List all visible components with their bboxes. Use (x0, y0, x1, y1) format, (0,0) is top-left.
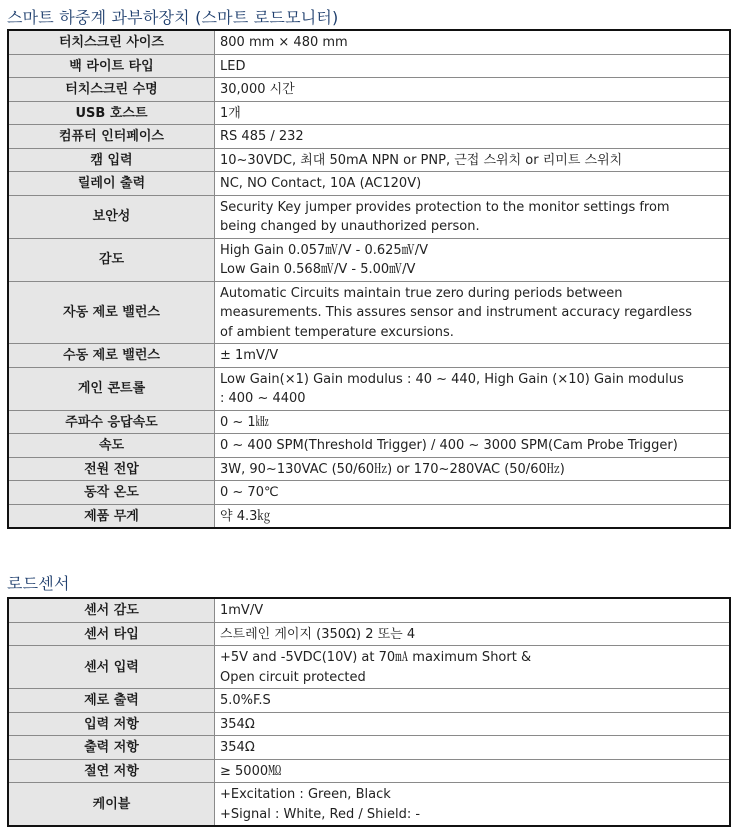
spec-label: 전원 전압 (8, 457, 215, 481)
spec-value (215, 238, 731, 281)
spec-row (8, 367, 730, 410)
spec-value: 354Ω (215, 736, 731, 760)
spec-label: 수동 제로 밸런스 (8, 344, 215, 368)
spec-value-line: Low Gain 0.568㎷/V - 5.00㎷/V (220, 262, 416, 277)
spec-value: 30,000 시간 (215, 78, 731, 102)
spec-row (8, 281, 730, 344)
spec-row (8, 410, 730, 434)
spec-row (8, 598, 730, 622)
spec-row (8, 54, 730, 78)
spec-label: 보안성 (8, 195, 215, 238)
spec-value: ≥ 5000㏁ (215, 759, 731, 783)
spec-table-load-monitor (7, 29, 731, 529)
spec-row (8, 622, 730, 646)
spec-label: 자동 제로 밸런스 (8, 281, 215, 344)
spec-label: 센서 타입 (8, 622, 215, 646)
spec-label: 캠 입력 (8, 148, 215, 172)
section-title-smart-load-monitor: 스마트 하중계 과부하장치 (스마트 로드모니터) (7, 8, 339, 27)
spec-row (8, 434, 730, 458)
spec-row (8, 148, 730, 172)
spec-row (8, 457, 730, 481)
spec-value: 1개 (215, 101, 731, 125)
spec-value: 1mV/V (215, 598, 731, 622)
spec-value: 약 4.3㎏ (215, 504, 731, 528)
spec-table-load-sensor (7, 597, 731, 827)
spec-label: 제품 무게 (8, 504, 215, 528)
spec-row (8, 172, 730, 196)
spec-row (8, 125, 730, 149)
spec-value-line: Open circuit protected (220, 669, 366, 685)
spec-value-line: +5V and -5VDC(10V) at 70㎃ maximum Short & (220, 650, 532, 665)
spec-value-line: being changed by unauthorized person. (220, 219, 480, 234)
spec-row (8, 646, 730, 689)
spec-label: 터치스크린 사이즈 (8, 30, 215, 54)
spec-row (8, 712, 730, 736)
section-title-load-sensor: 로드센서 (7, 574, 70, 593)
spec-value: LED (215, 54, 731, 78)
spec-value: 10~30VDC, 최대 50mA NPN or PNP, 근접 스위치 or 리미트 스위치 (215, 148, 731, 172)
spec-label: 감도 (8, 238, 215, 281)
spec-value: 스트레인 게이지 (350Ω) 2 또는 4 (215, 622, 731, 646)
spec-row (8, 238, 730, 281)
spec-label: 게인 콘트롤 (8, 367, 215, 410)
spec-label: 백 라이트 타입 (8, 54, 215, 78)
spec-label: USB 호스트 (8, 101, 215, 125)
spec-label: 입력 저항 (8, 712, 215, 736)
spec-label: 속도 (8, 434, 215, 458)
spec-value (215, 783, 731, 827)
spec-value: 0 ~ 1㎑ (215, 410, 731, 434)
spec-row (8, 30, 730, 54)
spec-label: 컴퓨터 인터페이스 (8, 125, 215, 149)
spec-value-line: Security Key jumper provides protection to the monitor settings from (220, 199, 670, 215)
spec-value: RS 485 / 232 (215, 125, 731, 149)
spec-value: 5.0%F.S (215, 689, 731, 713)
spec-label: 터치스크린 수명 (8, 78, 215, 102)
spec-row (8, 344, 730, 368)
spec-value: ± 1mV/V (215, 344, 731, 368)
spec-row (8, 504, 730, 528)
spec-row (8, 736, 730, 760)
spec-value: 800 mm × 480 mm (215, 30, 731, 54)
spec-value-line: measurements. This assures sensor and instrument accuracy regardless (220, 305, 692, 320)
spec-value: 354Ω (215, 712, 731, 736)
spec-label: 센서 입력 (8, 646, 215, 689)
spec-value (215, 281, 731, 344)
spec-label: 출력 저항 (8, 736, 215, 760)
spec-label: 절연 저항 (8, 759, 215, 783)
spec-label: 케이블 (8, 783, 215, 827)
spec-row (8, 195, 730, 238)
spec-row (8, 78, 730, 102)
spec-value-line: +Excitation : Green, Black (220, 787, 391, 802)
spec-label: 동작 온도 (8, 481, 215, 505)
spec-label: 센서 감도 (8, 598, 215, 622)
spec-value (215, 646, 731, 689)
spec-value-line: Automatic Circuits maintain true zero during periods between (220, 285, 623, 301)
spec-value-line: of ambient temperature excursions. (220, 324, 454, 340)
spec-label: 주파수 응답속도 (8, 410, 215, 434)
spec-value: NC, NO Contact, 10A (AC120V) (215, 172, 731, 196)
spec-value-line: Low Gain(×1) Gain modulus : 40 ~ 440, High Gain (×10) Gain modulus (220, 371, 684, 387)
spec-value-line: High Gain 0.057㎷/V - 0.625㎷/V (220, 242, 428, 258)
spec-label: 릴레이 출력 (8, 172, 215, 196)
spec-row (8, 481, 730, 505)
spec-value-line: +Signal : White, Red / Shield: - (220, 806, 421, 822)
spec-row (8, 689, 730, 713)
spec-value (215, 195, 731, 238)
spec-value: 0 ~ 70℃ (215, 481, 731, 505)
spec-value (215, 367, 731, 410)
spec-value-line: : 400 ~ 4400 (220, 391, 306, 406)
spec-row (8, 783, 730, 827)
spec-label: 제로 출력 (8, 689, 215, 713)
spec-value: 3W, 90~130VAC (50/60㎐) or 170~280VAC (50/60㎐) (215, 457, 731, 481)
spec-row (8, 759, 730, 783)
spec-value: 0 ~ 400 SPM(Threshold Trigger) / 400 ~ 3000 SPM(Cam Probe Trigger) (215, 434, 731, 458)
spec-row (8, 101, 730, 125)
